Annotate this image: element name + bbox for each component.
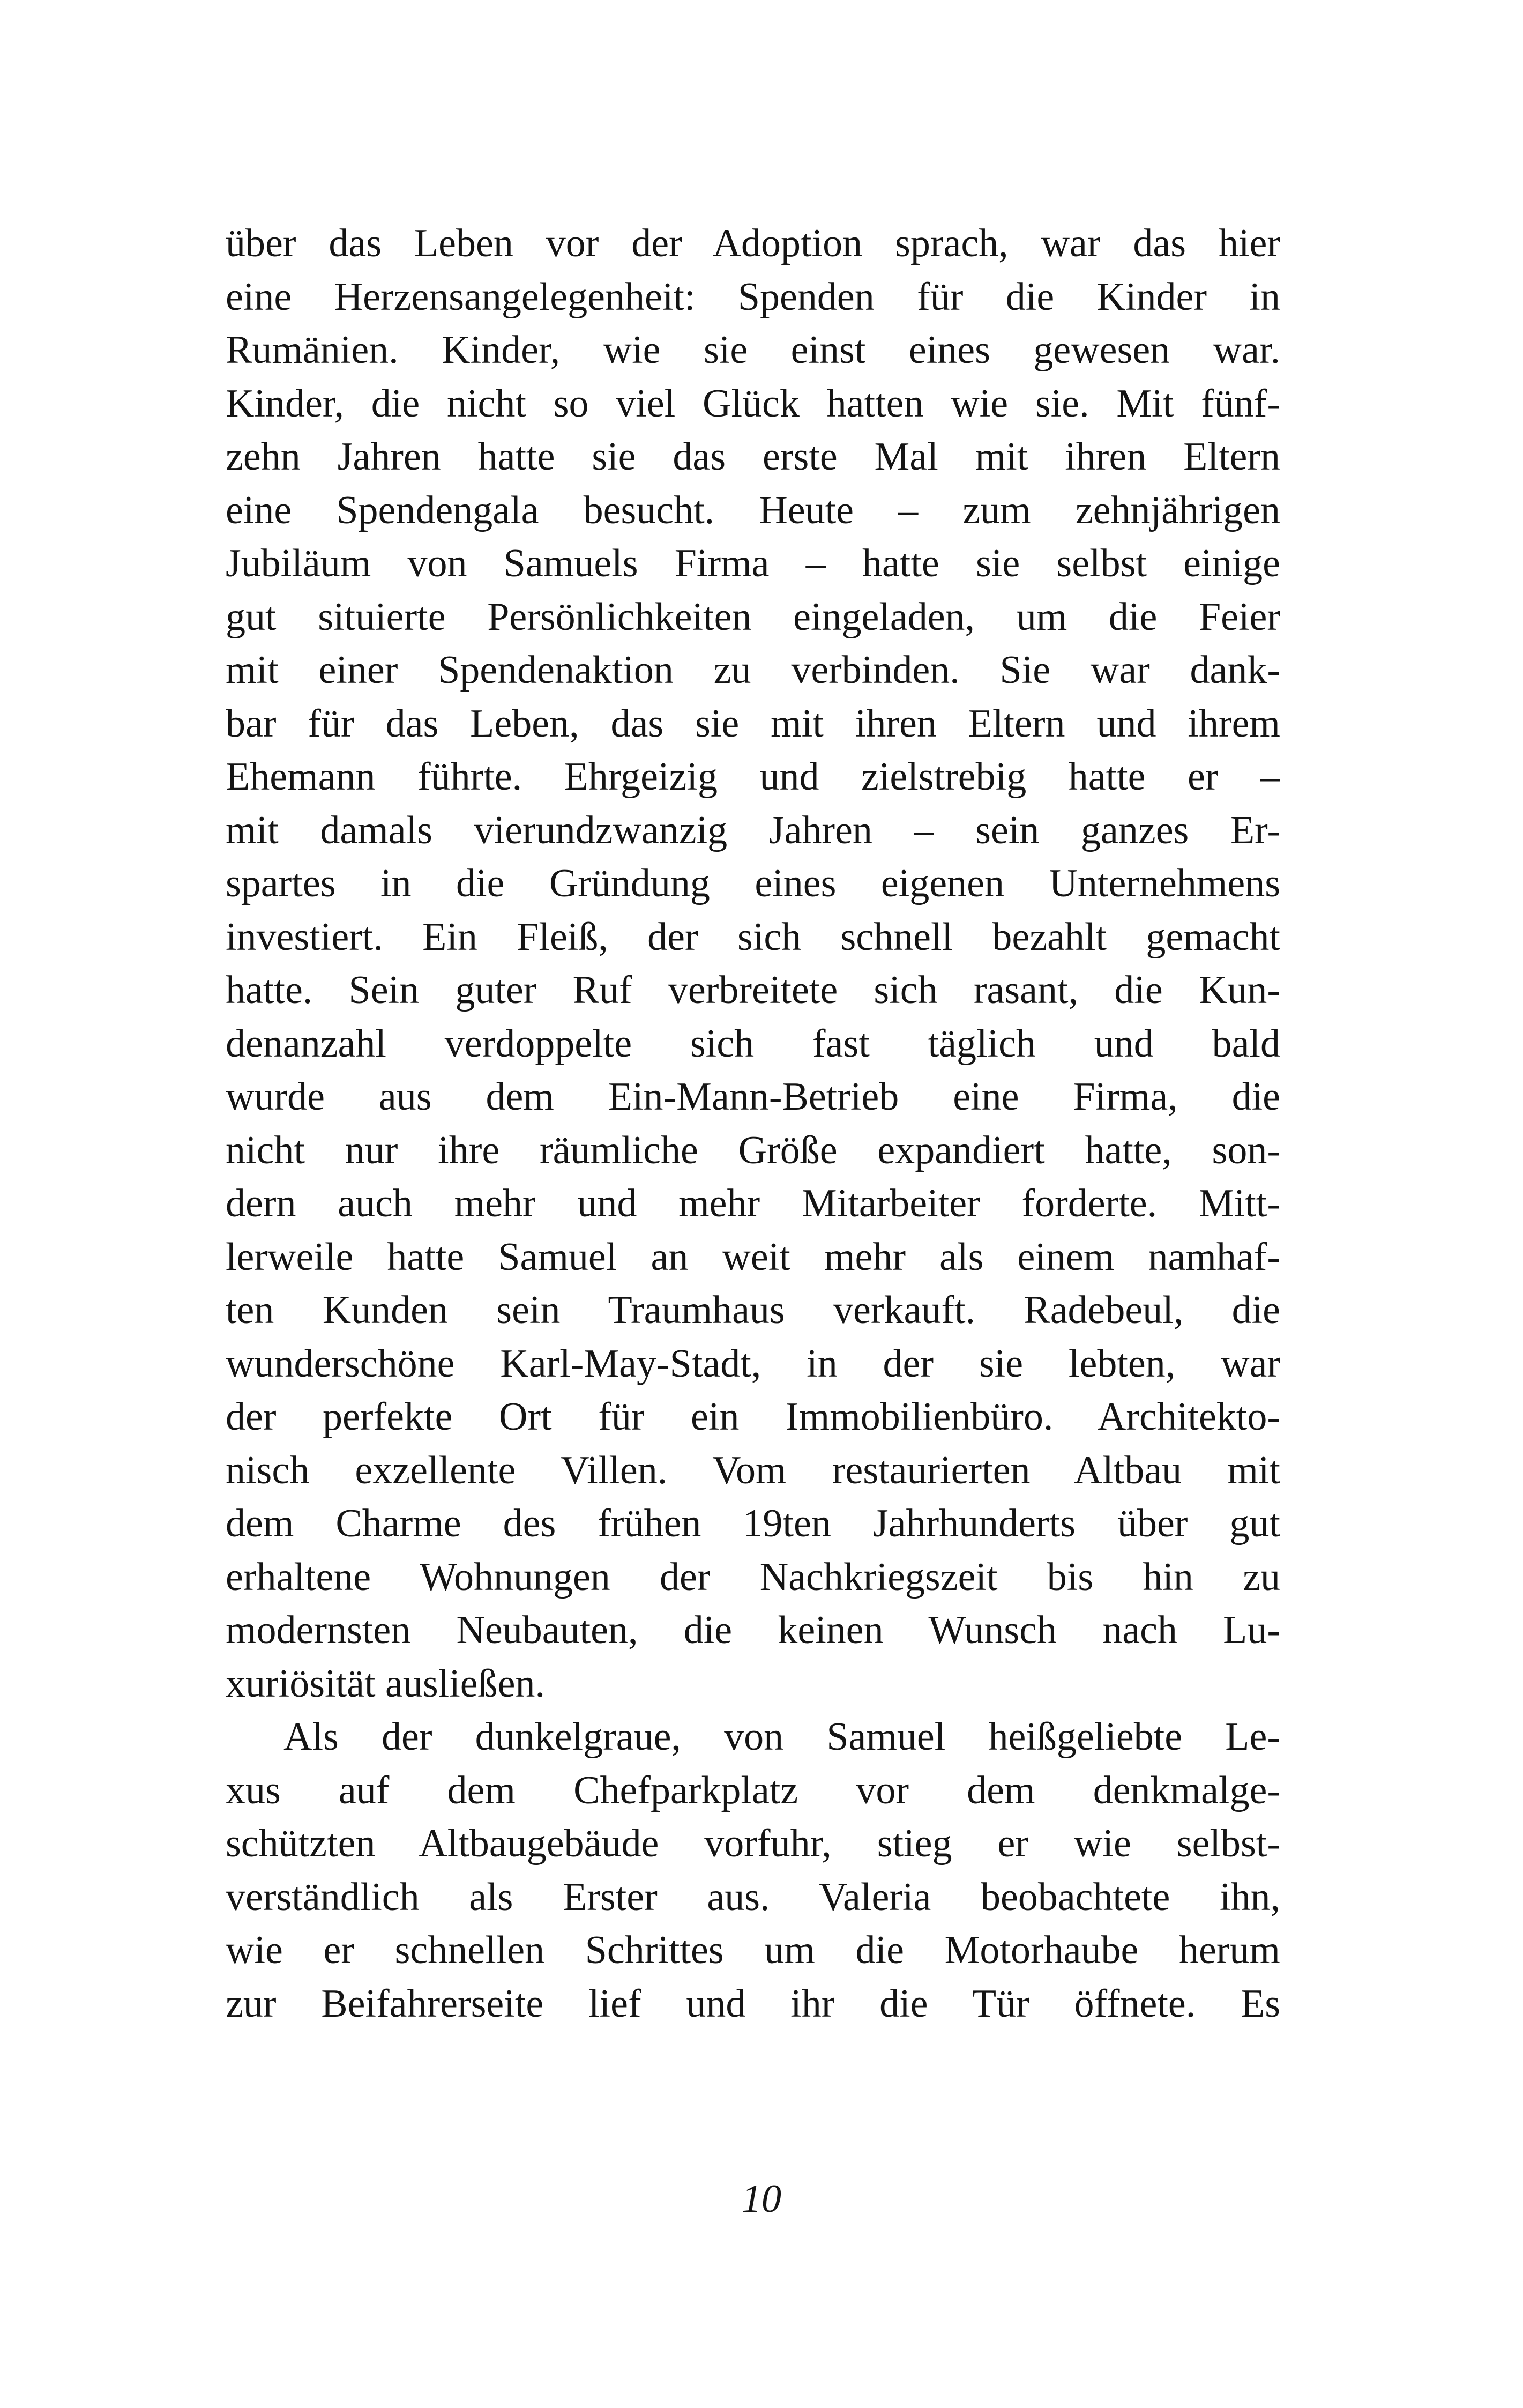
- text-line: dem Charme des frühen 19ten Jahrhunderts über gut: [226, 1502, 1280, 1545]
- text-line: lerweile hatte Samuel an weit mehr als einem namhaf-: [226, 1235, 1280, 1279]
- text-line: gut situierte Persönlichkeiten eingeladen, um die Feier: [226, 594, 1280, 639]
- paragraph-end-line: xuriösität ausließen.: [226, 1661, 545, 1706]
- text-line: schützten Altbaugebäude vorfuhr, stieg er wie selbst-: [226, 1822, 1280, 1866]
- text-line: Rumänien. Kinder, wie sie einst eines gewesen war.: [226, 328, 1280, 372]
- paragraph-start-line: Als der dunkelgraue, von Samuel heißgeliebte Le-: [283, 1715, 1280, 1759]
- body-text: [226, 217, 1280, 2031]
- text-line: erhaltene Wohnungen der Nachkriegszeit bis hin zu: [226, 1555, 1280, 1599]
- text-line: der perfekte Ort für ein Immobilienbüro. Architekto-: [226, 1395, 1280, 1439]
- text-line: wie er schnellen Schrittes um die Motorhaube herum: [226, 1928, 1280, 1972]
- text-line: wurde aus dem Ein-Mann-Betrieb eine Firma, die: [226, 1075, 1280, 1119]
- text-line: ten Kunden sein Traumhaus verkauft. Radebeul, die: [226, 1288, 1280, 1332]
- text-line: mit damals vierundzwanzig Jahren – sein ganzes Er-: [226, 808, 1280, 852]
- text-line: spartes in die Gründung eines eigenen Unternehmens: [226, 861, 1280, 905]
- text-line: dern auch mehr und mehr Mitarbeiter forderte. Mitt-: [226, 1181, 1280, 1225]
- text-line: wunderschöne Karl-May-Stadt, in der sie lebten, war: [226, 1341, 1280, 1386]
- text-line: bar für das Leben, das sie mit ihren Eltern und ihrem: [226, 701, 1280, 746]
- text-line: über das Leben vor der Adoption sprach, war das hier: [226, 221, 1280, 265]
- text-line: mit einer Spendenaktion zu verbinden. Sie war dank-: [226, 648, 1280, 692]
- text-line: zur Beifahrerseite lief und ihr die Tür öffnete. Es: [226, 1981, 1280, 2026]
- text-line: zehn Jahren hatte sie das erste Mal mit ihren Eltern: [226, 435, 1280, 479]
- text-line: Kinder, die nicht so viel Glück hatten wie sie. Mit fünf-: [226, 381, 1280, 426]
- text-line: eine Spendengala besucht. Heute – zum zehnjährigen: [226, 488, 1280, 532]
- text-line: modernsten Neubauten, die keinen Wunsch nach Lu-: [226, 1608, 1280, 1652]
- text-line: Ehemann führte. Ehrgeizig und zielstrebig hatte er –: [226, 755, 1280, 799]
- text-line: investiert. Ein Fleiß, der sich schnell bezahlt gemacht: [226, 915, 1280, 959]
- text-line: verständlich als Erster aus. Valeria beobachtete ihn,: [226, 1875, 1280, 1919]
- text-line: denanzahl verdoppelte sich fast täglich und bald: [226, 1021, 1280, 1066]
- text-line: xus auf dem Chefparkplatz vor dem denkmalge-: [226, 1768, 1280, 1812]
- text-line: nicht nur ihre räumliche Größe expandiert hatte, son-: [226, 1128, 1280, 1172]
- text-line: Jubiläum von Samuels Firma – hatte sie selbst einige: [226, 541, 1280, 585]
- text-line: hatte. Sein guter Ruf verbreitete sich rasant, die Kun-: [226, 968, 1280, 1012]
- page-number: 10: [742, 2177, 781, 2221]
- text-line: nisch exzellente Villen. Vom restaurierten Altbau mit: [226, 1448, 1280, 1492]
- text-line: eine Herzensangelegenheit: Spenden für die Kinder in: [226, 274, 1280, 319]
